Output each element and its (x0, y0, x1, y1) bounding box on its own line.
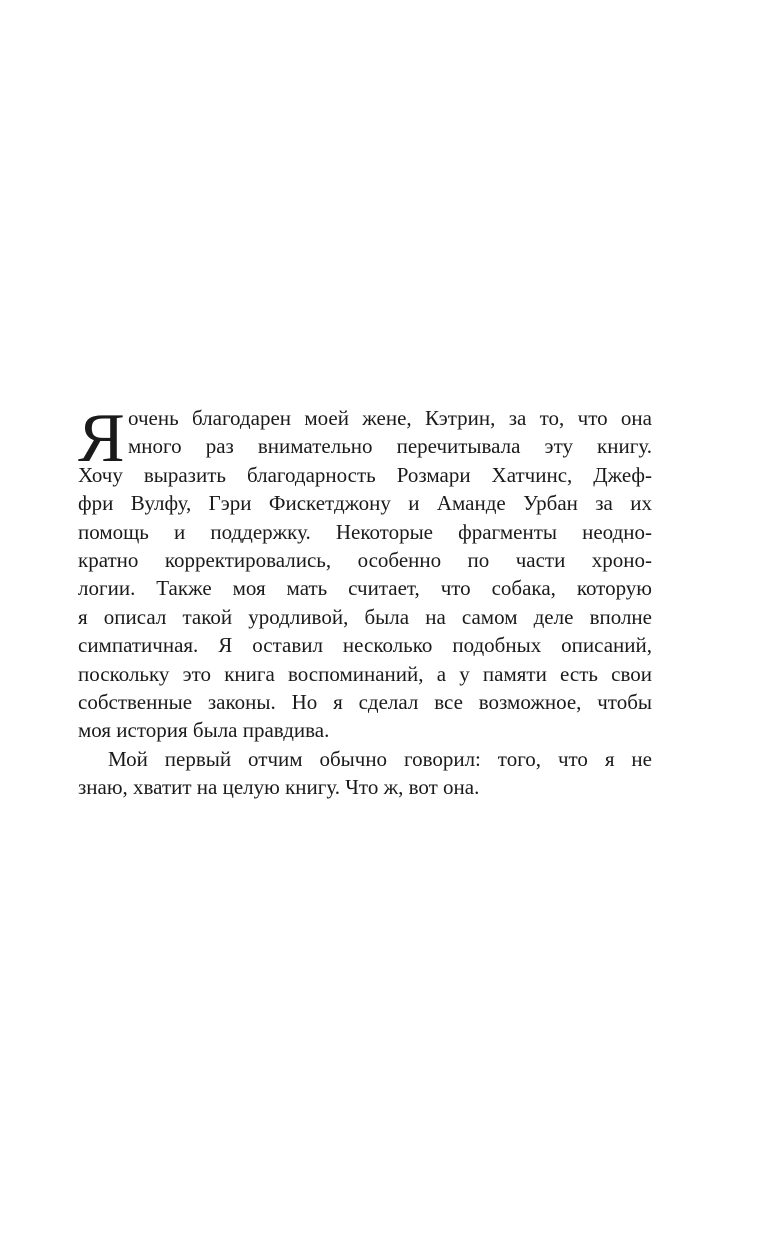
paragraph-line: моя история была правдива. (78, 718, 330, 743)
paragraph-line: помощь и поддержку. Некоторые фрагменты неодно- (78, 519, 652, 544)
paragraph-1 (78, 400, 652, 745)
paragraph-line: я описал такой уродливой, была на самом деле вполне (78, 604, 652, 629)
paragraph-line: очень благодарен моей жене, Кэтрин, за то, что она (128, 406, 652, 430)
paragraph-line: Мой первый отчим обычно говорил: того, что я не (108, 746, 652, 771)
paragraph-line: поскольку это книга воспоминаний, а у памяти есть свои (78, 661, 652, 686)
paragraph-line: собственные законы. Но я сделал все возможное, чтобы (78, 689, 652, 714)
paragraph-line: много раз внимательно перечитывала эту книгу. (128, 434, 652, 459)
acknowledgements-text (78, 400, 652, 801)
drop-cap: Я (78, 400, 125, 477)
paragraph-line: симпатичная. Я оставил несколько подобных описаний, (78, 633, 652, 658)
paragraph-line: логии. Также моя мать считает, что собака, которую (78, 576, 652, 601)
paragraph-line: Хочу выразить благодарность Розмари Хатчинс, Джеф- (78, 462, 652, 487)
paragraph-2 (78, 745, 652, 802)
paragraph-line: знаю, хватит на целую книгу. Что ж, вот она. (78, 775, 480, 800)
paragraph-line: кратно корректировались, особенно по части хроно- (78, 547, 652, 572)
paragraph-line: фри Вулфу, Гэри Фискетджону и Аманде Урбан за их (78, 491, 652, 516)
